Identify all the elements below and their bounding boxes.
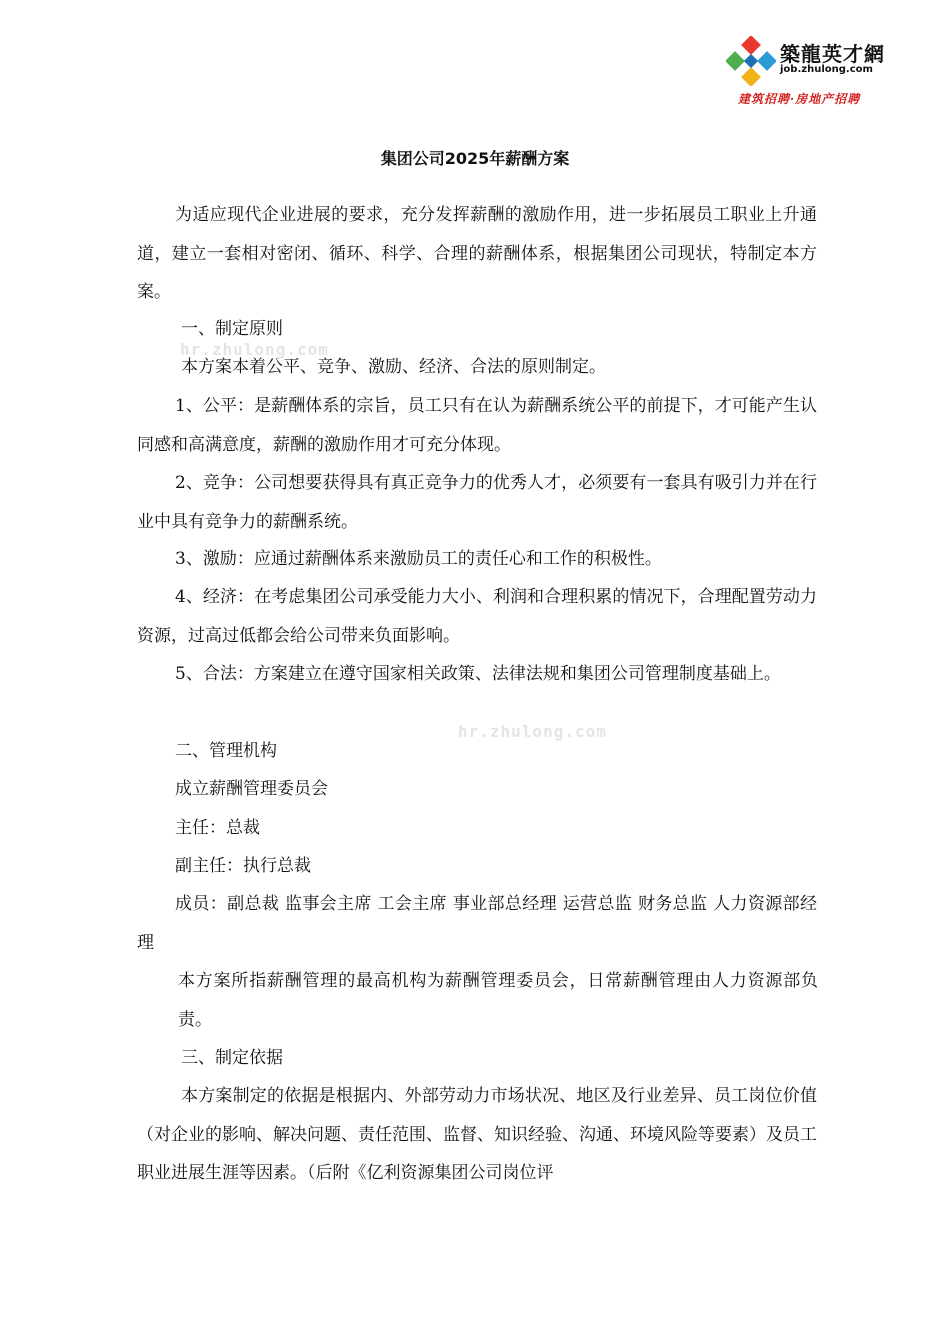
- paragraph: 副主任：执行总裁: [175, 856, 311, 876]
- paragraph: 本方案本着公平、竞争、激励、经济、合法的原则制定。: [181, 357, 606, 377]
- watermark: hr.zhulong.com: [458, 722, 607, 741]
- section-heading: 三、制定依据: [181, 1048, 283, 1068]
- section-heading: 一、制定原则: [181, 319, 283, 339]
- paragraph: 成立薪酬管理委员会: [175, 779, 328, 799]
- logo-name: 築龍英才網: [780, 42, 885, 66]
- logo-url: job.zhulong.com: [780, 64, 873, 75]
- principle-item: 5、合法：方案建立在遵守国家相关政策、法律法规和集团公司管理制度基础上。: [175, 664, 781, 684]
- intro-paragraph: 为适应现代企业进展的要求，充分发挥薪酬的激励作用，进一步拓展员工职业上升通道，建立一套相对密闭、循环、科学、合理的薪酬体系，根据集团公司现状，特制定本方案。: [137, 205, 817, 302]
- paragraph: 本方案所指薪酬管理的最高机构为薪酬管理委员会，日常薪酬管理由人力资源部负责。: [178, 971, 818, 1030]
- principle-item: 3、激励：应通过薪酬体系来激励员工的责任心和工作的积极性。: [175, 549, 662, 569]
- paragraph: 主任：总裁: [175, 818, 260, 838]
- principle-item: 1、公平：是薪酬体系的宗旨，员工只有在认为薪酬系统公平的前提下，才可能产生认同感和高满意度，薪酬的激励作用才可充分体现。: [137, 396, 817, 455]
- principle-item: 2、竞争：公司想要获得具有真正竞争力的优秀人才，必须要有一套具有吸引力并在行业中具有竞争力的薪酬系统。: [137, 473, 817, 532]
- logo-slogan: 建筑招聘·房地产招聘: [738, 92, 861, 106]
- paragraph: 成员：副总裁 监事会主席 工会主席 事业部总经理 运营总监 财务总监 人力资源部经理: [137, 894, 817, 953]
- zhulong-logo-icon: [726, 36, 776, 86]
- zhulong-logo: [726, 34, 886, 108]
- document-title: 集团公司2025年薪酬方案: [380, 149, 570, 168]
- paragraph: 本方案制定的依据是根据内、外部劳动力市场状况、地区及行业差异、员工岗位价值（对企业的影响、解决问题、责任范围、监督、知识经验、沟通、环境风险等要素）及员工职业进展生涯等因素。（后附《亿利资源集团公司岗位评: [137, 1086, 817, 1183]
- principle-item: 4、经济：在考虑集团公司承受能力大小、利润和合理积累的情况下，合理配置劳动力资源，过高过低都会给公司带来负面影响。: [137, 587, 817, 646]
- watermark: hr.zhulong.com: [180, 340, 329, 359]
- section-heading: 二、管理机构: [175, 741, 277, 761]
